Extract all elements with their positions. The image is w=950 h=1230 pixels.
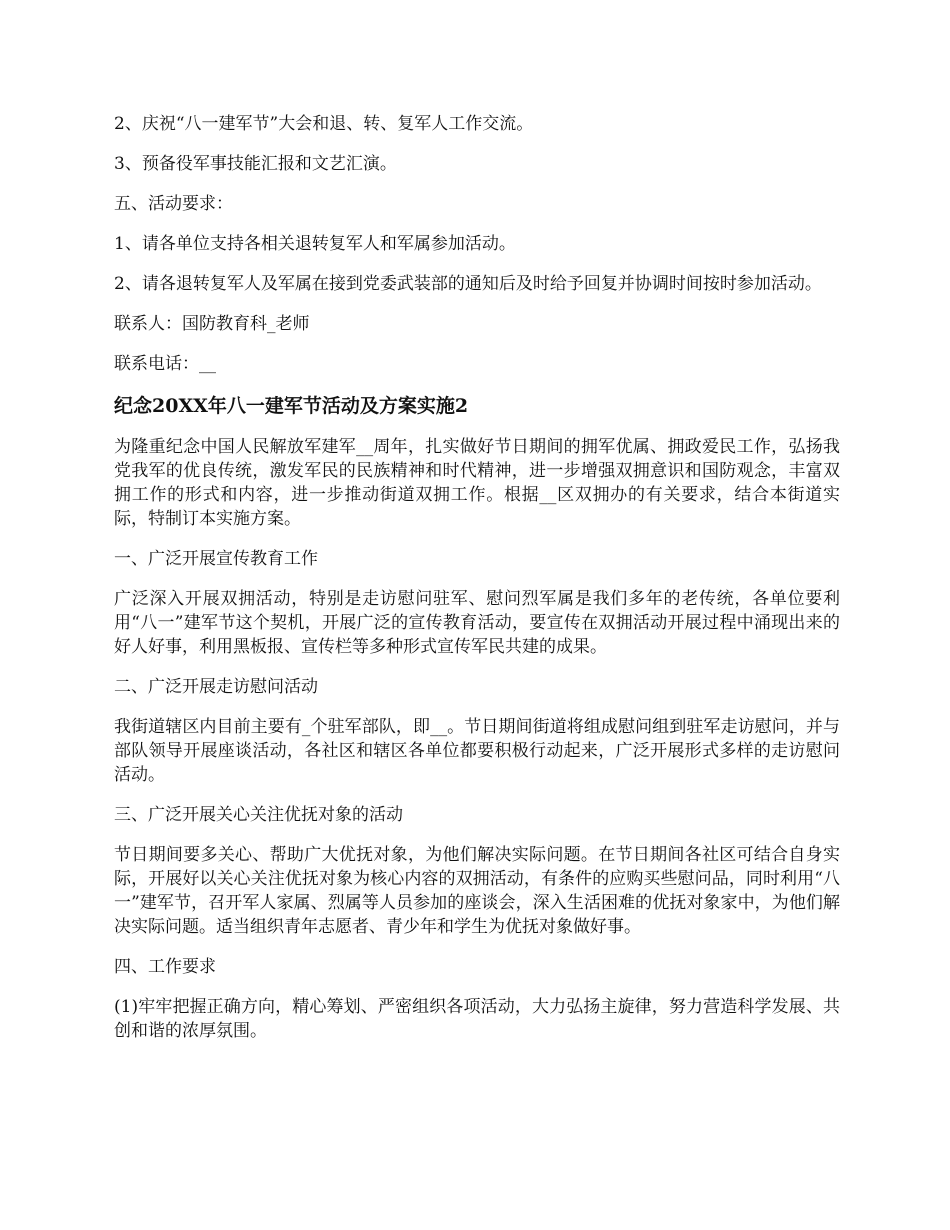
section-body: 广泛深入开展双拥活动，特别是走访慰问驻军、慰问烈军属是我们多年的老传统，各单位要利用“八一”建军节这个契机，开展广泛的宣传教育活动，要宣传在双拥活动开展过程中涌现出来的好人好事，利用黑板报、宣传栏等多种形式宣传军民共建的成果。: [114, 589, 840, 657]
document-page: [114, 112, 840, 1059]
article-title: 纪念20XX年八一建军节活动及方案实施2: [114, 395, 469, 417]
list-item: 2、请各退转复军人及军属在接到党委武装部的通知后及时给予回复并协调时间按时参加活动。: [114, 274, 822, 294]
intro-paragraph: 为隆重纪念中国人民解放军建军__周年，扎实做好节日期间的拥军优属、拥政爱民工作，弘扬我党我军的优良传统，激发军民的民族精神和时代精神，进一步增强双拥意识和国防观念，丰富双拥工作的形式和内容，进一步推动街道双拥工作。根据__区双拥办的有关要求，结合本街道实际，特制订本实施方案。: [114, 437, 840, 529]
section-heading: 五、活动要求：: [114, 194, 233, 214]
contact-person: 联系人：国防教育科_老师: [114, 314, 310, 334]
list-item: 3、预备役军事技能汇报和文艺汇演。: [114, 154, 397, 174]
section-heading: 一、广泛开展宣传教育工作: [114, 549, 318, 569]
list-item: 2、庆祝“八一建军节”大会和退、转、复军人工作交流。: [114, 114, 534, 134]
section-body: 我街道辖区内目前主要有_个驻军部队，即__。节日期间街道将组成慰问组到驻军走访慰问，并与部队领导开展座谈活动，各社区和辖区各单位都要积极行动起来，广泛开展形式多样的走访慰问活动。: [114, 717, 840, 785]
section-heading: 四、工作要求: [114, 957, 216, 977]
section-body: 节日期间要多关心、帮助广大优抚对象，为他们解决实际问题。在节日期间各社区可结合自身实际，开展好以关心关注优抚对象为核心内容的双拥活动，有条件的应购买些慰问品，同时利用“八一”建军节，召开军人家属、烈属等人员参加的座谈会，深入生活困难的优抚对象家中，为他们解决实际问题。适当组织青年志愿者、青少年和学生为优抚对象做好事。: [114, 845, 840, 937]
list-item: 1、请各单位支持各相关退转复军人和军属参加活动。: [114, 234, 516, 254]
section-heading: 二、广泛开展走访慰问活动: [114, 677, 318, 697]
section-heading: 三、广泛开展关心关注优抚对象的活动: [114, 805, 403, 825]
section-body: (1)牢牢把握正确方向，精心筹划、严密组织各项活动，大力弘扬主旋律，努力营造科学发展、共创和谐的浓厚氛围。: [114, 997, 840, 1041]
contact-phone: 联系电话：__: [114, 354, 216, 374]
